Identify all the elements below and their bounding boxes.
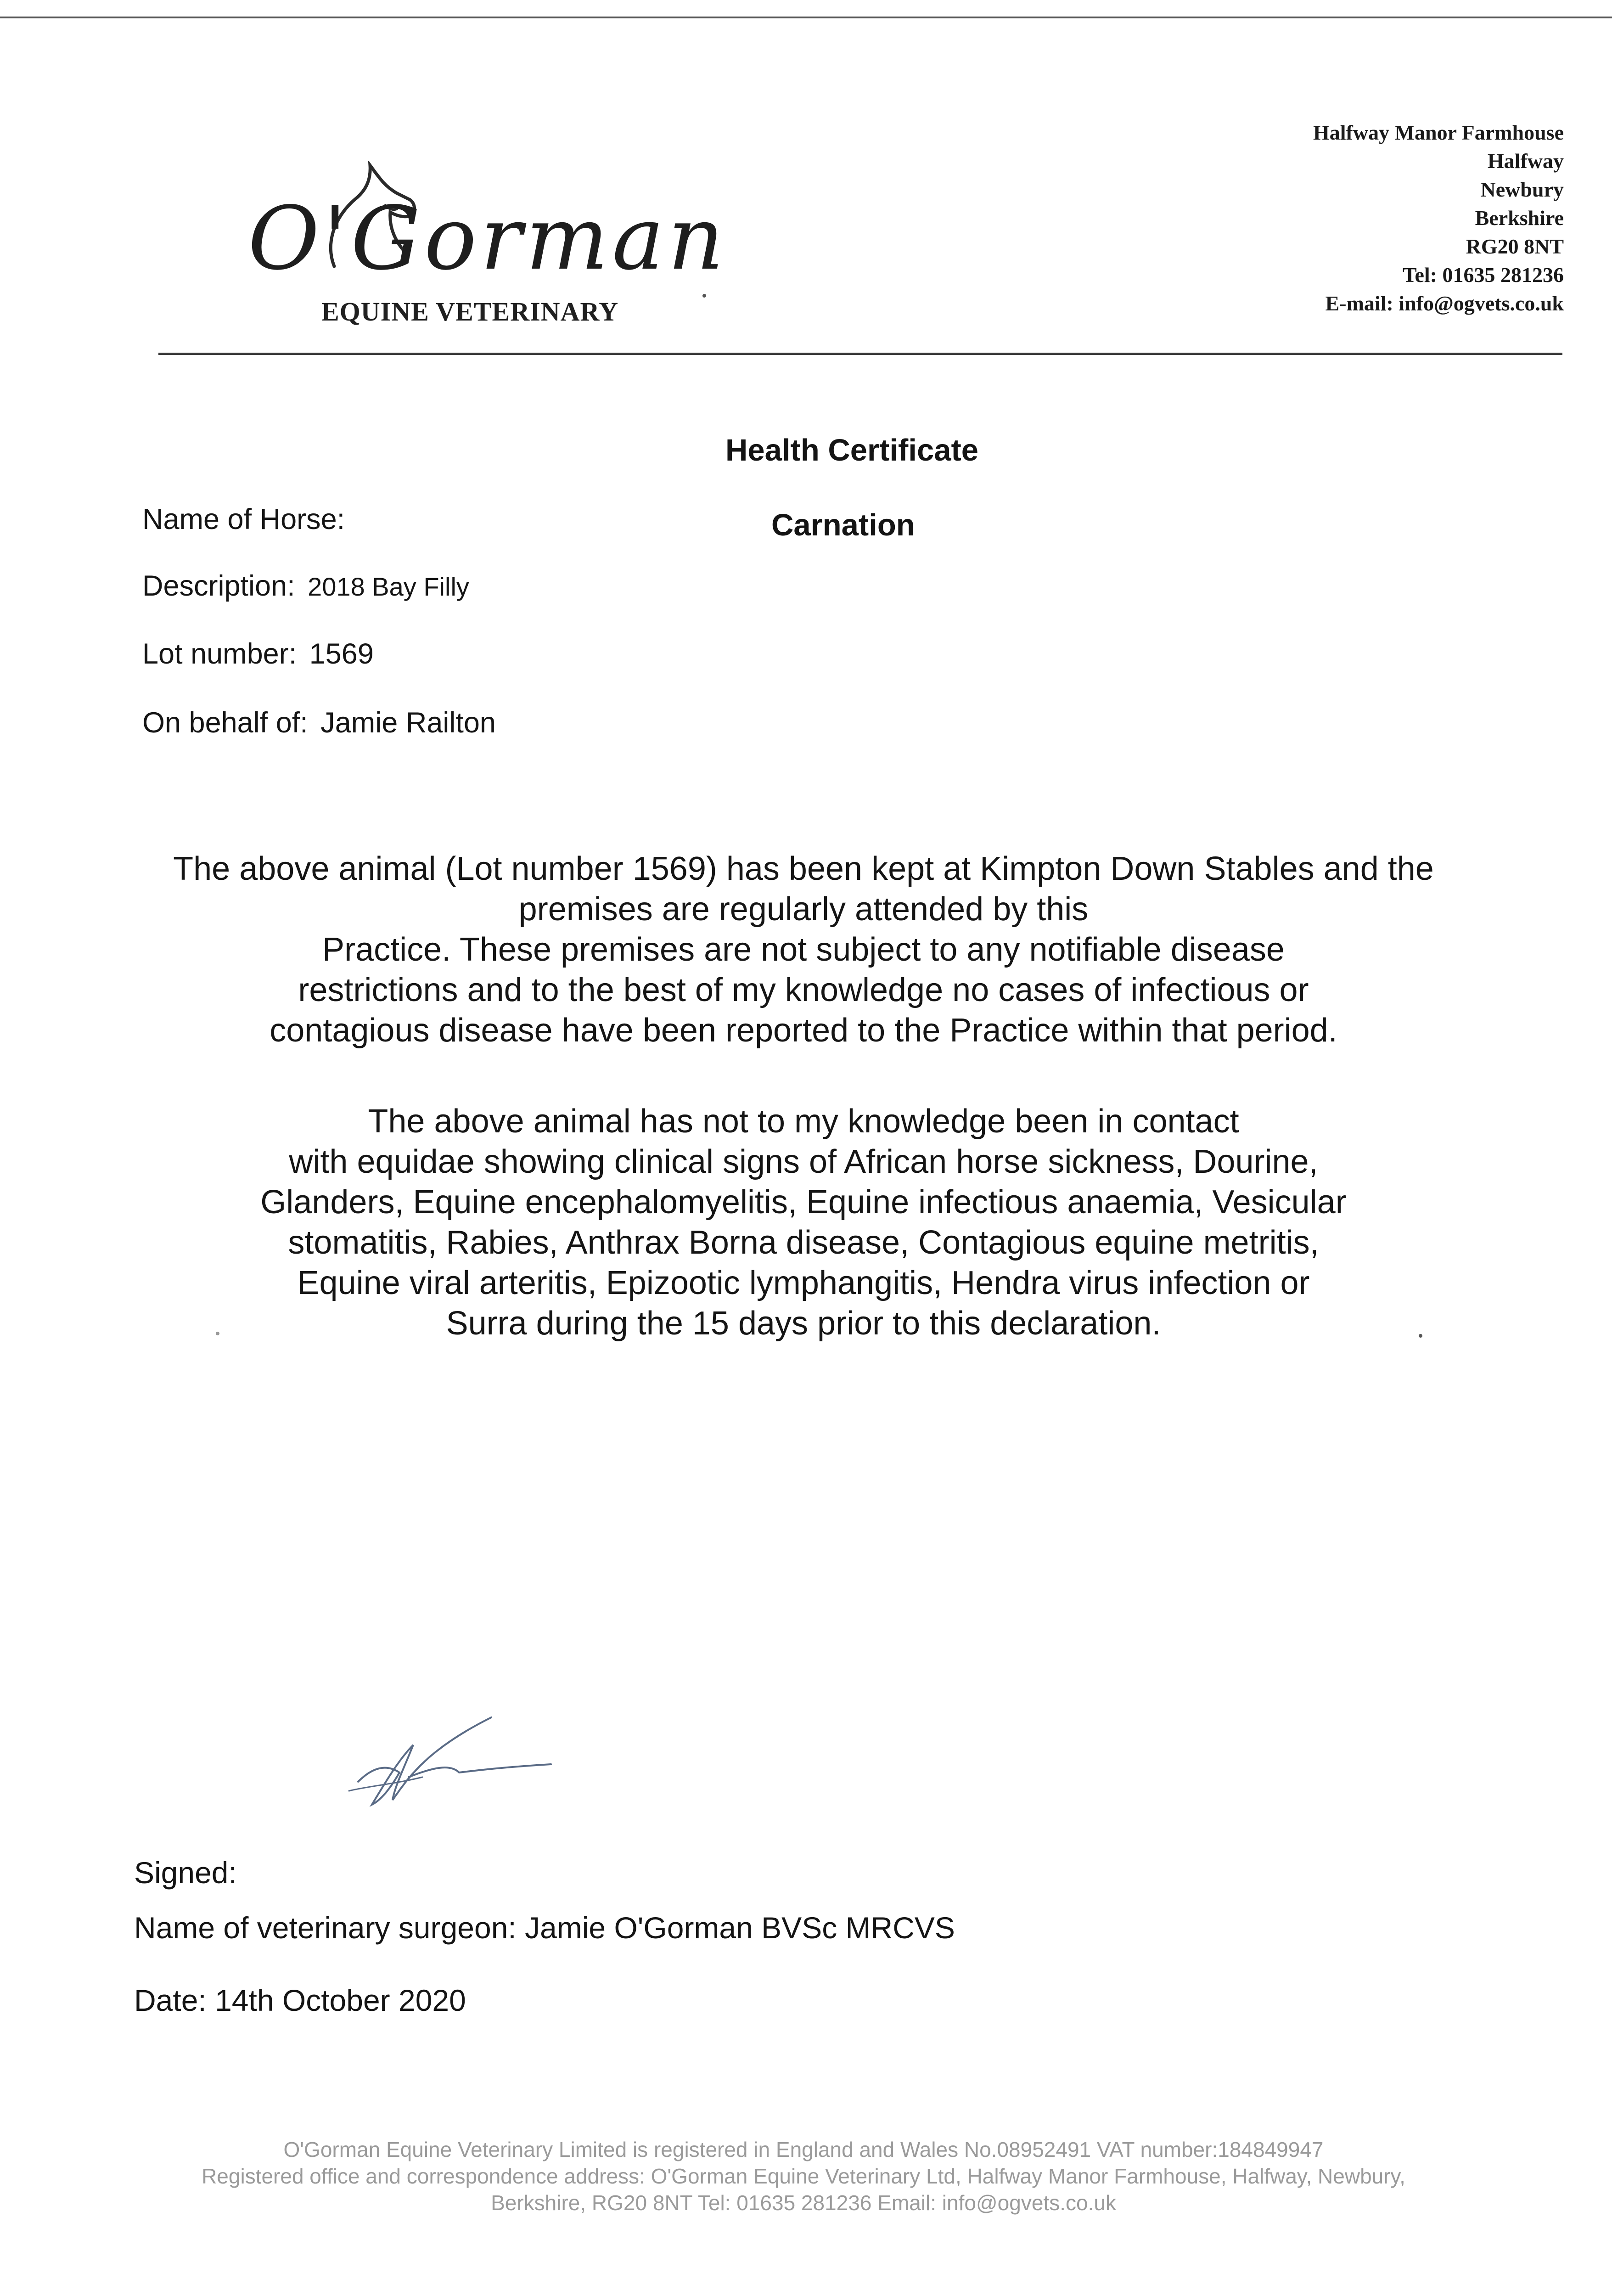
paragraph-line: contagious disease have been reported to the Practice within that period. xyxy=(270,1012,1337,1049)
footer-line: Registered office and correspondence address: O'Gorman Equine Veterinary Ltd, Halfway Manor Farmhouse, Halfway, Newbury, xyxy=(202,2164,1405,2188)
surgeon-name-value: Jamie O'Gorman BVSc MRCVS xyxy=(525,1911,955,1945)
certificate-title: Health Certificate xyxy=(725,433,979,467)
description-field xyxy=(142,569,469,602)
lot-number-label: Lot number: xyxy=(142,638,297,670)
lot-number-field xyxy=(142,637,374,670)
address-line: Berkshire xyxy=(1475,206,1564,230)
lot-number-value: 1569 xyxy=(309,638,374,670)
paragraph-line: with equidae showing clinical signs of African horse sickness, Dourine, xyxy=(289,1143,1318,1180)
paragraph-line: restrictions and to the best of my knowledge no cases of infectious or xyxy=(298,972,1309,1008)
paragraph-line: Equine viral arteritis, Epizootic lymphangitis, Hendra virus infection or xyxy=(297,1265,1310,1301)
address-line: RG20 8NT xyxy=(1466,235,1564,258)
declaration-paragraph-2 xyxy=(138,1101,1469,1344)
declaration-paragraph-1 xyxy=(138,849,1469,1051)
surgeon-name-label: Name of veterinary surgeon: xyxy=(134,1911,517,1945)
handwritten-signature xyxy=(340,1708,569,1814)
date-label: Date: xyxy=(134,1983,207,2017)
logo-subtitle: EQUINE VETERINARY xyxy=(321,297,619,326)
scan-speck xyxy=(1419,1334,1422,1338)
letterhead-address xyxy=(1313,118,1564,318)
on-behalf-field xyxy=(142,706,496,739)
signed-label: Signed: xyxy=(134,1856,237,1890)
description-label: Description: xyxy=(142,570,295,602)
paragraph-line: The above animal has not to my knowledge been in contact xyxy=(368,1103,1239,1140)
horse-name-value: Carnation xyxy=(771,508,915,542)
date-field xyxy=(134,1983,466,2018)
scan-speck xyxy=(216,1332,219,1335)
paragraph-line: Practice. These premises are not subject to any notifiable disease xyxy=(322,931,1285,968)
paragraph-line: Surra during the 15 days prior to this declaration. xyxy=(446,1305,1161,1342)
footer-line: O'Gorman Equine Veterinary Limited is registered in England and Wales No.08952491 VAT number:184849947 xyxy=(283,2138,1324,2161)
on-behalf-value: Jamie Railton xyxy=(320,707,496,739)
address-line: Newbury xyxy=(1480,178,1564,201)
address-line: Halfway xyxy=(1487,149,1564,173)
address-line: Halfway Manor Farmhouse xyxy=(1313,121,1564,144)
address-email: E-mail: info@ogvets.co.uk xyxy=(1325,292,1564,315)
footer-line: Berkshire, RG20 8NT Tel: 01635 281236 Email: info@ogvets.co.uk xyxy=(491,2191,1116,2215)
paragraph-line: Glanders, Equine encephalomyelitis, Equine infectious anaemia, Vesicular xyxy=(260,1184,1347,1221)
date-value: 14th October 2020 xyxy=(215,1983,466,2017)
paragraph-line: premises are regularly attended by this xyxy=(518,891,1089,928)
company-logo xyxy=(239,152,728,335)
letterhead-divider xyxy=(158,353,1562,355)
scan-speck xyxy=(702,294,706,298)
company-registration-footer xyxy=(92,2136,1515,2216)
top-border-line xyxy=(0,17,1612,18)
description-value: 2018 Bay Filly xyxy=(308,572,469,601)
surgeon-name-field xyxy=(134,1910,955,1945)
paragraph-line: The above animal (Lot number 1569) has been kept at Kimpton Down Stables and the xyxy=(173,850,1434,887)
on-behalf-label: On behalf of: xyxy=(142,707,308,739)
paragraph-line: stomatitis, Rabies, Anthrax Borna disease, Contagious equine metritis, xyxy=(288,1224,1319,1261)
logo-wordmark: O'Gorman xyxy=(248,188,728,289)
horse-name-label: Name of Horse: xyxy=(142,503,345,535)
address-phone: Tel: 01635 281236 xyxy=(1403,263,1564,287)
